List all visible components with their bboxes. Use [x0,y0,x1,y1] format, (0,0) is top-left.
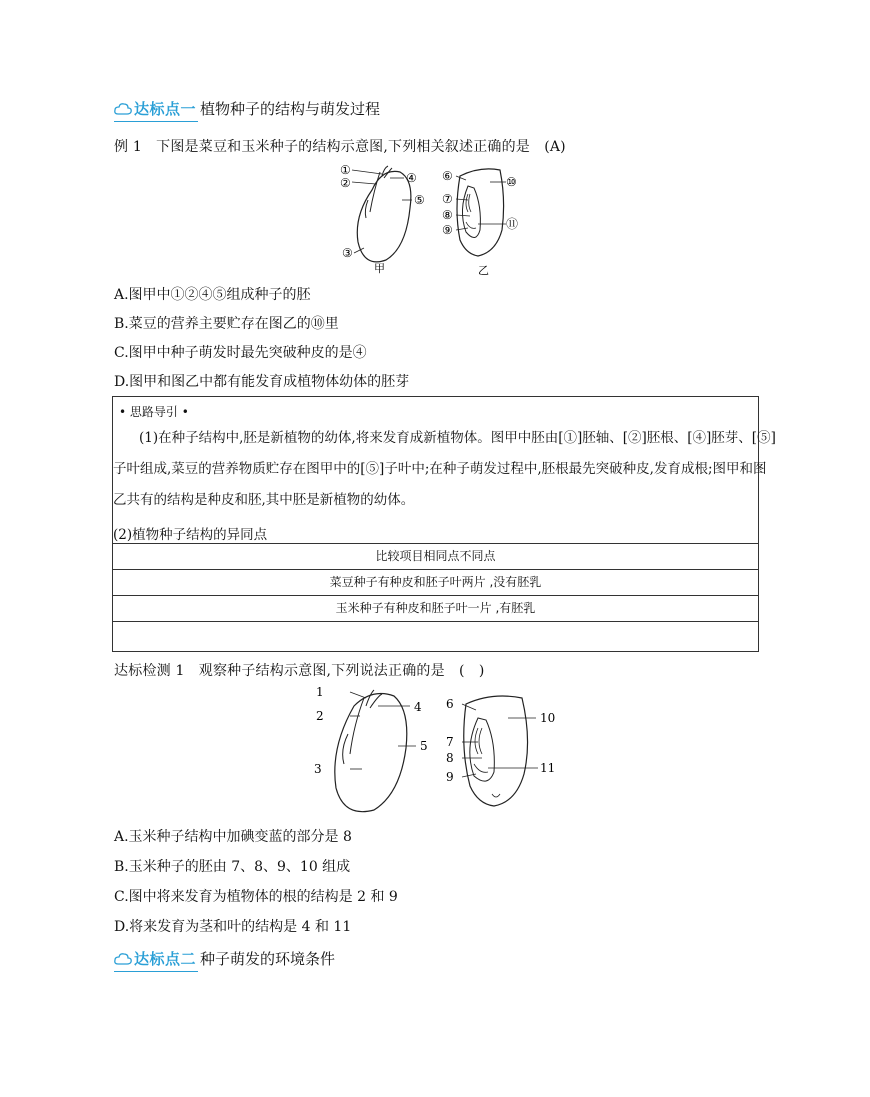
check-1-option-d[interactable]: D.将来发育为茎和叶的结构是 4 和 11 [114,919,352,935]
fig2-label-11: 11 [540,761,556,775]
fig1-label-8: ⑧ [442,208,453,222]
fig1-label-4: ④ [406,171,417,185]
fig1-label-6: ⑥ [442,169,453,183]
cloud-icon [114,952,132,966]
section-badge-text-2: 达标点二 [134,950,197,968]
guide-para-line-3: 乙共有的结构是种皮和胚,其中胚是新植物的幼体。 [113,492,415,508]
fig2-label-8: 8 [446,751,454,765]
fig2-label-7: 7 [446,735,454,749]
check-1-option-c[interactable]: C.图中将来发育为植物体的根的结构是 2 和 9 [114,889,398,905]
corn-seed-diagram-2 [462,696,538,806]
badge-underline [114,971,198,972]
fig2-label-6: 6 [446,697,454,711]
table-row-empty [112,621,759,652]
fig1-label-3: ③ [342,246,353,260]
fig1-label-7: ⑦ [442,192,453,206]
check-1-option-b[interactable]: B.玉米种子的胚由 7、8、9、10 组成 [114,859,351,875]
table-row: 比较项目相同点不同点 [112,543,759,570]
fig1-label-1: ① [340,163,351,177]
guide-subheading: (2)植物种子结构的异同点 [113,527,268,543]
guide-heading: • 思路导引 • [119,405,189,419]
example-1-option-d[interactable]: D.图甲和图乙中都有能发育成植物体幼体的胚芽 [114,374,410,390]
section-badge-text-1: 达标点一 [134,100,197,118]
bean-seed-diagram [352,166,412,262]
example-1-title: 例 1 下图是菜豆和玉米种子的结构示意图,下列相关叙述正确的是 (A) [114,139,566,155]
badge-underline [114,121,198,122]
seed-figure-2 [310,684,570,820]
fig1-caption-right: 乙 [478,264,489,277]
fig1-caption-left: 甲 [374,262,385,275]
section-badge-1 [114,98,196,119]
corn-seed-diagram [456,169,506,256]
cloud-icon [114,102,132,116]
section-header-2 [114,948,335,969]
fig2-label-3: 3 [314,762,322,776]
table-row: 菜豆种子有种皮和胚子叶两片 ,没有胚乳 [112,569,759,596]
guide-para-line-2: 子叶组成,菜豆的营养物质贮存在图甲中的[⑤]子叶中;在种子萌发过程中,胚根最先突破种皮,发育成根;图甲和图 [113,461,767,477]
fig2-label-9: 9 [446,770,454,784]
example-1-option-a[interactable]: A.图甲中①②④⑤组成种子的胚 [114,287,311,303]
fig1-label-10: ⑩ [506,175,517,189]
fig1-label-2: ② [340,176,351,190]
section-title-1: 植物种子的结构与萌发过程 [200,100,381,118]
bean-seed-diagram-2 [335,690,416,812]
example-1-option-c[interactable]: C.图甲中种子萌发时最先突破种皮的是④ [114,345,367,361]
fig2-label-1: 1 [316,685,324,699]
fig2-label-5: 5 [420,739,428,753]
fig1-label-11: ⑪ [506,217,519,231]
fig1-label-9: ⑨ [442,223,453,237]
example-1-option-b[interactable]: B.菜豆的营养主要贮存在图乙的⑩里 [114,316,339,332]
fig2-label-10: 10 [540,711,556,725]
table-row: 玉米种子有种皮和胚子叶一片 ,有胚乳 [112,595,759,622]
thinking-guide-box [112,396,776,544]
section-header-1 [114,98,380,119]
seed-figure-1 [330,160,540,278]
section-title-2: 种子萌发的环境条件 [200,950,336,968]
fig2-label-2: 2 [316,709,324,723]
fig2-label-4: 4 [414,700,422,714]
check-1-option-a[interactable]: A.玉米种子结构中加碘变蓝的部分是 8 [114,829,352,845]
guide-para-line-1: (1)在种子结构中,胚是新植物的幼体,将来发育成新植物体。图甲中胚由[①]胚轴、[②]胚根、[④]胚芽、[⑤] [139,430,776,446]
section-badge-2 [114,948,196,969]
check-1-title: 达标检测 1 观察种子结构示意图,下列说法正确的是 ( ) [114,663,485,679]
fig1-label-5: ⑤ [414,193,425,207]
